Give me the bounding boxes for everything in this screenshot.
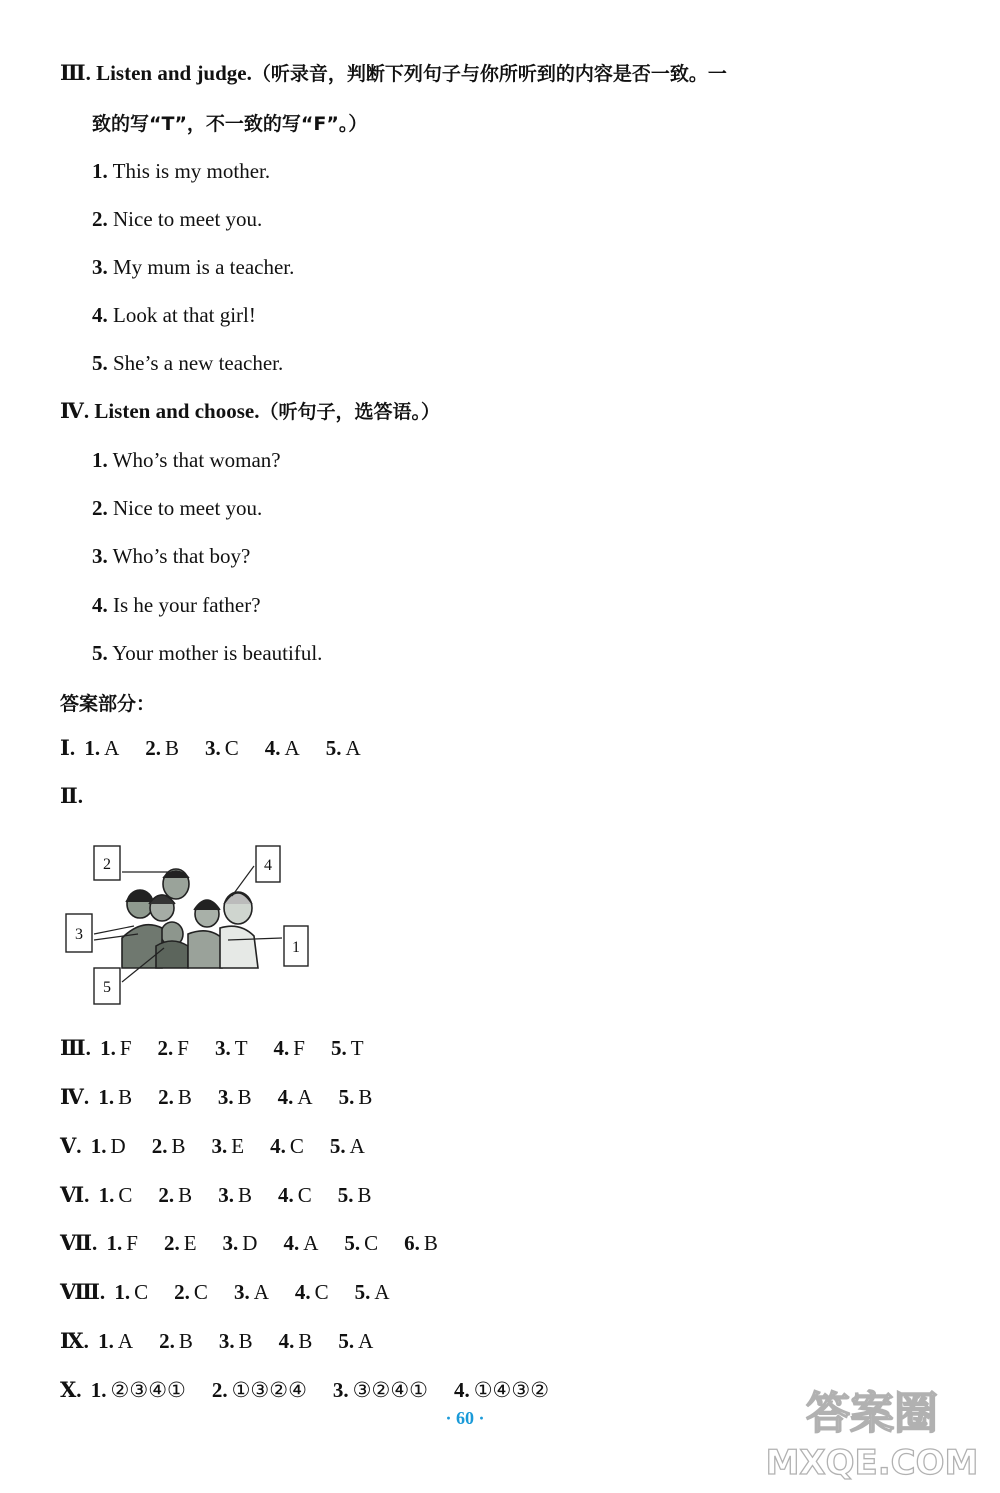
item-number: 2.: [92, 207, 108, 231]
section4-heading: [60, 396, 440, 427]
answer-roman: Ⅹ: [60, 1378, 77, 1402]
answer-value: B: [178, 1183, 193, 1207]
answer-number: 2.: [158, 1183, 175, 1207]
answer-item: [99, 1183, 133, 1207]
answer-value: A: [303, 1231, 319, 1255]
answer-value: B: [238, 1329, 253, 1353]
answer-item: [215, 1036, 248, 1060]
answer-value: B: [358, 1085, 373, 1109]
answer-number: 5.: [330, 1036, 347, 1060]
section4-instruction: （听句子，选答语。）: [259, 401, 440, 423]
page-number: · 60 ·: [445, 1408, 485, 1428]
answer-item: [159, 1329, 193, 1353]
answer-value: C: [314, 1280, 329, 1304]
answer-row: [60, 1131, 391, 1161]
answer-number: 4.: [270, 1134, 286, 1158]
item-number: 3.: [92, 255, 108, 279]
answer-item: [338, 1183, 372, 1207]
answer-number: 3.: [218, 1183, 234, 1207]
answer-item: [158, 1036, 189, 1060]
answer-value: B: [237, 1085, 252, 1109]
answer-item: [270, 1134, 304, 1158]
answer-item: [145, 736, 179, 760]
figure-label: 4: [264, 857, 272, 874]
answer-number: 1.: [98, 1183, 115, 1207]
answer-value: C: [118, 1183, 133, 1207]
answer-value: B: [178, 1329, 193, 1353]
answer-item: [107, 1231, 138, 1255]
item-text: Who’s that boy?: [107, 544, 251, 568]
answer-value: B: [423, 1231, 438, 1255]
answer-item: [164, 1231, 197, 1255]
answer-heading: [60, 688, 155, 719]
answer-item: [326, 736, 361, 760]
answer-value: A: [253, 1280, 269, 1304]
answer-row: [60, 781, 87, 811]
section3-instruction-1: （听录音，判断下列句子与你所听到的内容是否一致。一: [251, 63, 727, 85]
answer-item: [205, 736, 239, 760]
answer-number: 1.: [98, 1329, 114, 1353]
list-item: [92, 348, 283, 378]
answer-item: [278, 1183, 312, 1207]
answer-number: 2.: [145, 736, 161, 760]
answer-separator: .: [84, 1183, 95, 1207]
answer-separator: .: [76, 1378, 87, 1402]
answer-value: C: [224, 736, 239, 760]
answer-value: A: [117, 1329, 134, 1353]
answer-number: 1.: [114, 1280, 131, 1304]
answer-number: 3.: [218, 1329, 235, 1353]
section3-heading: [60, 58, 727, 89]
section3-instruction-line2: [92, 108, 367, 139]
answer-value: A: [345, 736, 361, 760]
answer-value: ③②④①: [352, 1378, 428, 1402]
answer-value: ①④③②: [473, 1378, 550, 1402]
answer-roman: Ⅱ: [60, 784, 78, 808]
answer-number: 1.: [98, 1085, 115, 1109]
answer-item: [333, 1378, 428, 1402]
figure-label: 3: [75, 926, 83, 943]
answer-value: D: [110, 1134, 126, 1158]
answer-number: 2.: [163, 1231, 180, 1255]
answer-value: B: [171, 1134, 186, 1158]
answer-separator: .: [77, 784, 83, 808]
answer-value: A: [374, 1280, 390, 1304]
answer-item: [339, 1085, 373, 1109]
answer-item: [404, 1231, 438, 1255]
answer-number: 4.: [277, 1085, 294, 1109]
item-text: Who’s that woman?: [107, 448, 281, 472]
answer-number: 5.: [344, 1231, 361, 1255]
answer-item: [344, 1231, 378, 1255]
list-item: [92, 300, 256, 330]
answer-value: A: [297, 1085, 313, 1109]
answer-value: C: [134, 1280, 149, 1304]
answer-heading-text: 答案部分：: [60, 693, 156, 715]
list-item: [92, 541, 250, 571]
answer-separator: .: [83, 1329, 95, 1353]
answer-item: [218, 1183, 252, 1207]
item-number: 4.: [92, 593, 108, 617]
item-text: Your mother is beautiful.: [107, 641, 323, 665]
item-number: 1.: [92, 159, 108, 183]
answer-value: F: [177, 1036, 189, 1060]
answer-number: 5.: [329, 1134, 346, 1158]
answer-item: [454, 1378, 549, 1402]
answer-number: 3.: [222, 1231, 239, 1255]
section4-title: . Listen and choose.: [83, 399, 260, 423]
list-item: [92, 493, 262, 523]
answer-value: B: [298, 1329, 313, 1353]
section3-title: . Listen and judge.: [85, 61, 252, 85]
answer-item: [265, 736, 300, 760]
answer-roman: Ⅶ: [60, 1231, 93, 1255]
answer-value: D: [242, 1231, 258, 1255]
answer-number: 6.: [404, 1231, 420, 1255]
answer-value: B: [118, 1085, 133, 1109]
answer-number: 2.: [157, 1036, 174, 1060]
answer-number: 4.: [453, 1378, 470, 1402]
answer-value: ②③④①: [110, 1378, 186, 1402]
answer-number: 1.: [90, 1378, 107, 1402]
answer-roman: Ⅷ: [60, 1280, 100, 1304]
answer-roman: Ⅲ: [60, 1036, 86, 1060]
answer-number: 4.: [273, 1036, 290, 1060]
answer-item: [211, 1134, 244, 1158]
svg-text:答案圈: 答案圈: [806, 1388, 938, 1439]
answer-item: [158, 1183, 192, 1207]
list-item: [92, 252, 294, 282]
watermark-logo: [752, 1378, 992, 1488]
answer-number: 5.: [354, 1280, 371, 1304]
answer-value: A: [284, 736, 300, 760]
section4-roman: Ⅳ: [60, 399, 84, 423]
item-number: 3.: [92, 544, 108, 568]
answer-roman: Ⅵ: [60, 1183, 85, 1207]
answer-item: [84, 736, 119, 760]
answer-row: [60, 1228, 464, 1258]
answer-roman: Ⅰ: [60, 736, 70, 760]
figure-label: 1: [292, 939, 300, 956]
answer-value: T: [350, 1036, 364, 1060]
answer-value: F: [126, 1231, 138, 1255]
answer-item: [212, 1378, 307, 1402]
item-text: Nice to meet you.: [107, 496, 263, 520]
answer-number: 3.: [205, 736, 221, 760]
answer-number: 5.: [338, 1085, 355, 1109]
answer-row: [60, 1082, 398, 1112]
answer-number: 1.: [106, 1231, 123, 1255]
answer-item: [278, 1085, 313, 1109]
answer-value: A: [349, 1134, 365, 1158]
answer-value: A: [358, 1329, 374, 1353]
answer-number: 3.: [332, 1378, 349, 1402]
answer-row: [60, 1375, 575, 1405]
answer-item: [283, 1231, 318, 1255]
answer-number: 3.: [233, 1280, 250, 1304]
answer-number: 5.: [325, 736, 342, 760]
answer-value: C: [193, 1280, 208, 1304]
answer-value: E: [231, 1134, 245, 1158]
answer-item: [234, 1280, 269, 1304]
item-number: 4.: [92, 303, 108, 327]
figure-label: 5: [103, 979, 111, 996]
answer-separator: .: [92, 1231, 103, 1255]
item-text: My mum is a teacher.: [107, 255, 295, 279]
answer-roman: Ⅴ: [60, 1134, 77, 1158]
answer-item: [219, 1329, 253, 1353]
family-matching-figure: [64, 838, 314, 1010]
answer-value: B: [165, 736, 180, 760]
answer-item: [223, 1231, 258, 1255]
answer-item: [355, 1280, 390, 1304]
answer-number: 4.: [264, 736, 281, 760]
answer-value: B: [357, 1183, 372, 1207]
item-text: She’s a new teacher.: [107, 351, 284, 375]
list-item: [92, 638, 322, 668]
item-number: 5.: [92, 641, 108, 665]
answer-number: 3.: [217, 1085, 234, 1109]
item-number: 2.: [92, 496, 108, 520]
answer-number: 4.: [294, 1280, 311, 1304]
answer-row: [60, 1033, 390, 1063]
item-text: Nice to meet you.: [107, 207, 263, 231]
answer-item: [114, 1280, 148, 1304]
answer-item: [100, 1036, 131, 1060]
answer-number: 4.: [277, 1183, 294, 1207]
answer-value: C: [364, 1231, 379, 1255]
answer-value: B: [177, 1085, 192, 1109]
figure-label: 2: [103, 856, 111, 873]
answer-item: [91, 1378, 186, 1402]
svg-text:MXQE.COM: MXQE.COM: [765, 1443, 979, 1483]
answer-number: 3.: [211, 1134, 228, 1158]
answer-value: ①③②④: [231, 1378, 307, 1402]
answer-number: 2.: [174, 1280, 190, 1304]
answer-value: A: [104, 736, 120, 760]
answer-number: 2.: [158, 1085, 174, 1109]
answer-number: 2.: [151, 1134, 168, 1158]
answer-value: T: [234, 1036, 248, 1060]
item-number: 5.: [92, 351, 108, 375]
answer-row: [60, 733, 387, 763]
answer-number: 1.: [90, 1134, 107, 1158]
answer-item: [338, 1329, 373, 1353]
answer-number: 4.: [283, 1231, 300, 1255]
answer-number: 4.: [278, 1329, 295, 1353]
section3-instruction-2: 致的写“T”，不一致的写“F”。）: [92, 113, 368, 135]
answer-value: C: [297, 1183, 312, 1207]
list-item: [92, 156, 270, 186]
answer-item: [158, 1085, 192, 1109]
answer-item: [274, 1036, 305, 1060]
answer-separator: .: [69, 736, 81, 760]
answer-item: [279, 1329, 313, 1353]
item-text: Is he your father?: [107, 593, 261, 617]
answer-item: [174, 1280, 208, 1304]
answer-number: 5.: [337, 1183, 354, 1207]
answer-value: E: [183, 1231, 197, 1255]
answer-number: 1.: [84, 736, 101, 760]
answer-item: [98, 1085, 132, 1109]
answer-item: [330, 1134, 365, 1158]
answer-number: 2.: [211, 1378, 228, 1402]
answer-item: [218, 1085, 252, 1109]
item-text: This is my mother.: [107, 159, 271, 183]
answer-row: [60, 1277, 416, 1307]
list-item: [92, 590, 261, 620]
answer-item: [98, 1329, 133, 1353]
answer-number: 3.: [214, 1036, 231, 1060]
answer-separator: .: [99, 1280, 111, 1304]
answer-number: 1.: [100, 1036, 116, 1060]
answer-roman: Ⅳ: [60, 1085, 84, 1109]
item-text: Look at that girl!: [107, 303, 256, 327]
item-number: 1.: [92, 448, 108, 472]
answer-separator: .: [83, 1085, 95, 1109]
answer-value: C: [289, 1134, 304, 1158]
answer-number: 2.: [159, 1329, 175, 1353]
answer-separator: .: [76, 1134, 87, 1158]
section3-roman: Ⅲ: [60, 61, 86, 85]
answer-item: [331, 1036, 364, 1060]
answer-value: F: [119, 1036, 132, 1060]
list-item: [92, 204, 262, 234]
answer-roman: Ⅸ: [60, 1329, 84, 1353]
answer-item: [91, 1134, 126, 1158]
answer-item: [295, 1280, 329, 1304]
list-item: [92, 445, 281, 475]
answer-value: F: [293, 1036, 305, 1060]
family-illustration: [64, 838, 314, 1010]
answer-row: [60, 1180, 397, 1210]
answer-separator: .: [85, 1036, 97, 1060]
answer-row: [60, 1326, 399, 1356]
answer-item: [152, 1134, 186, 1158]
answer-value: B: [237, 1183, 252, 1207]
answer-number: 5.: [338, 1329, 355, 1353]
